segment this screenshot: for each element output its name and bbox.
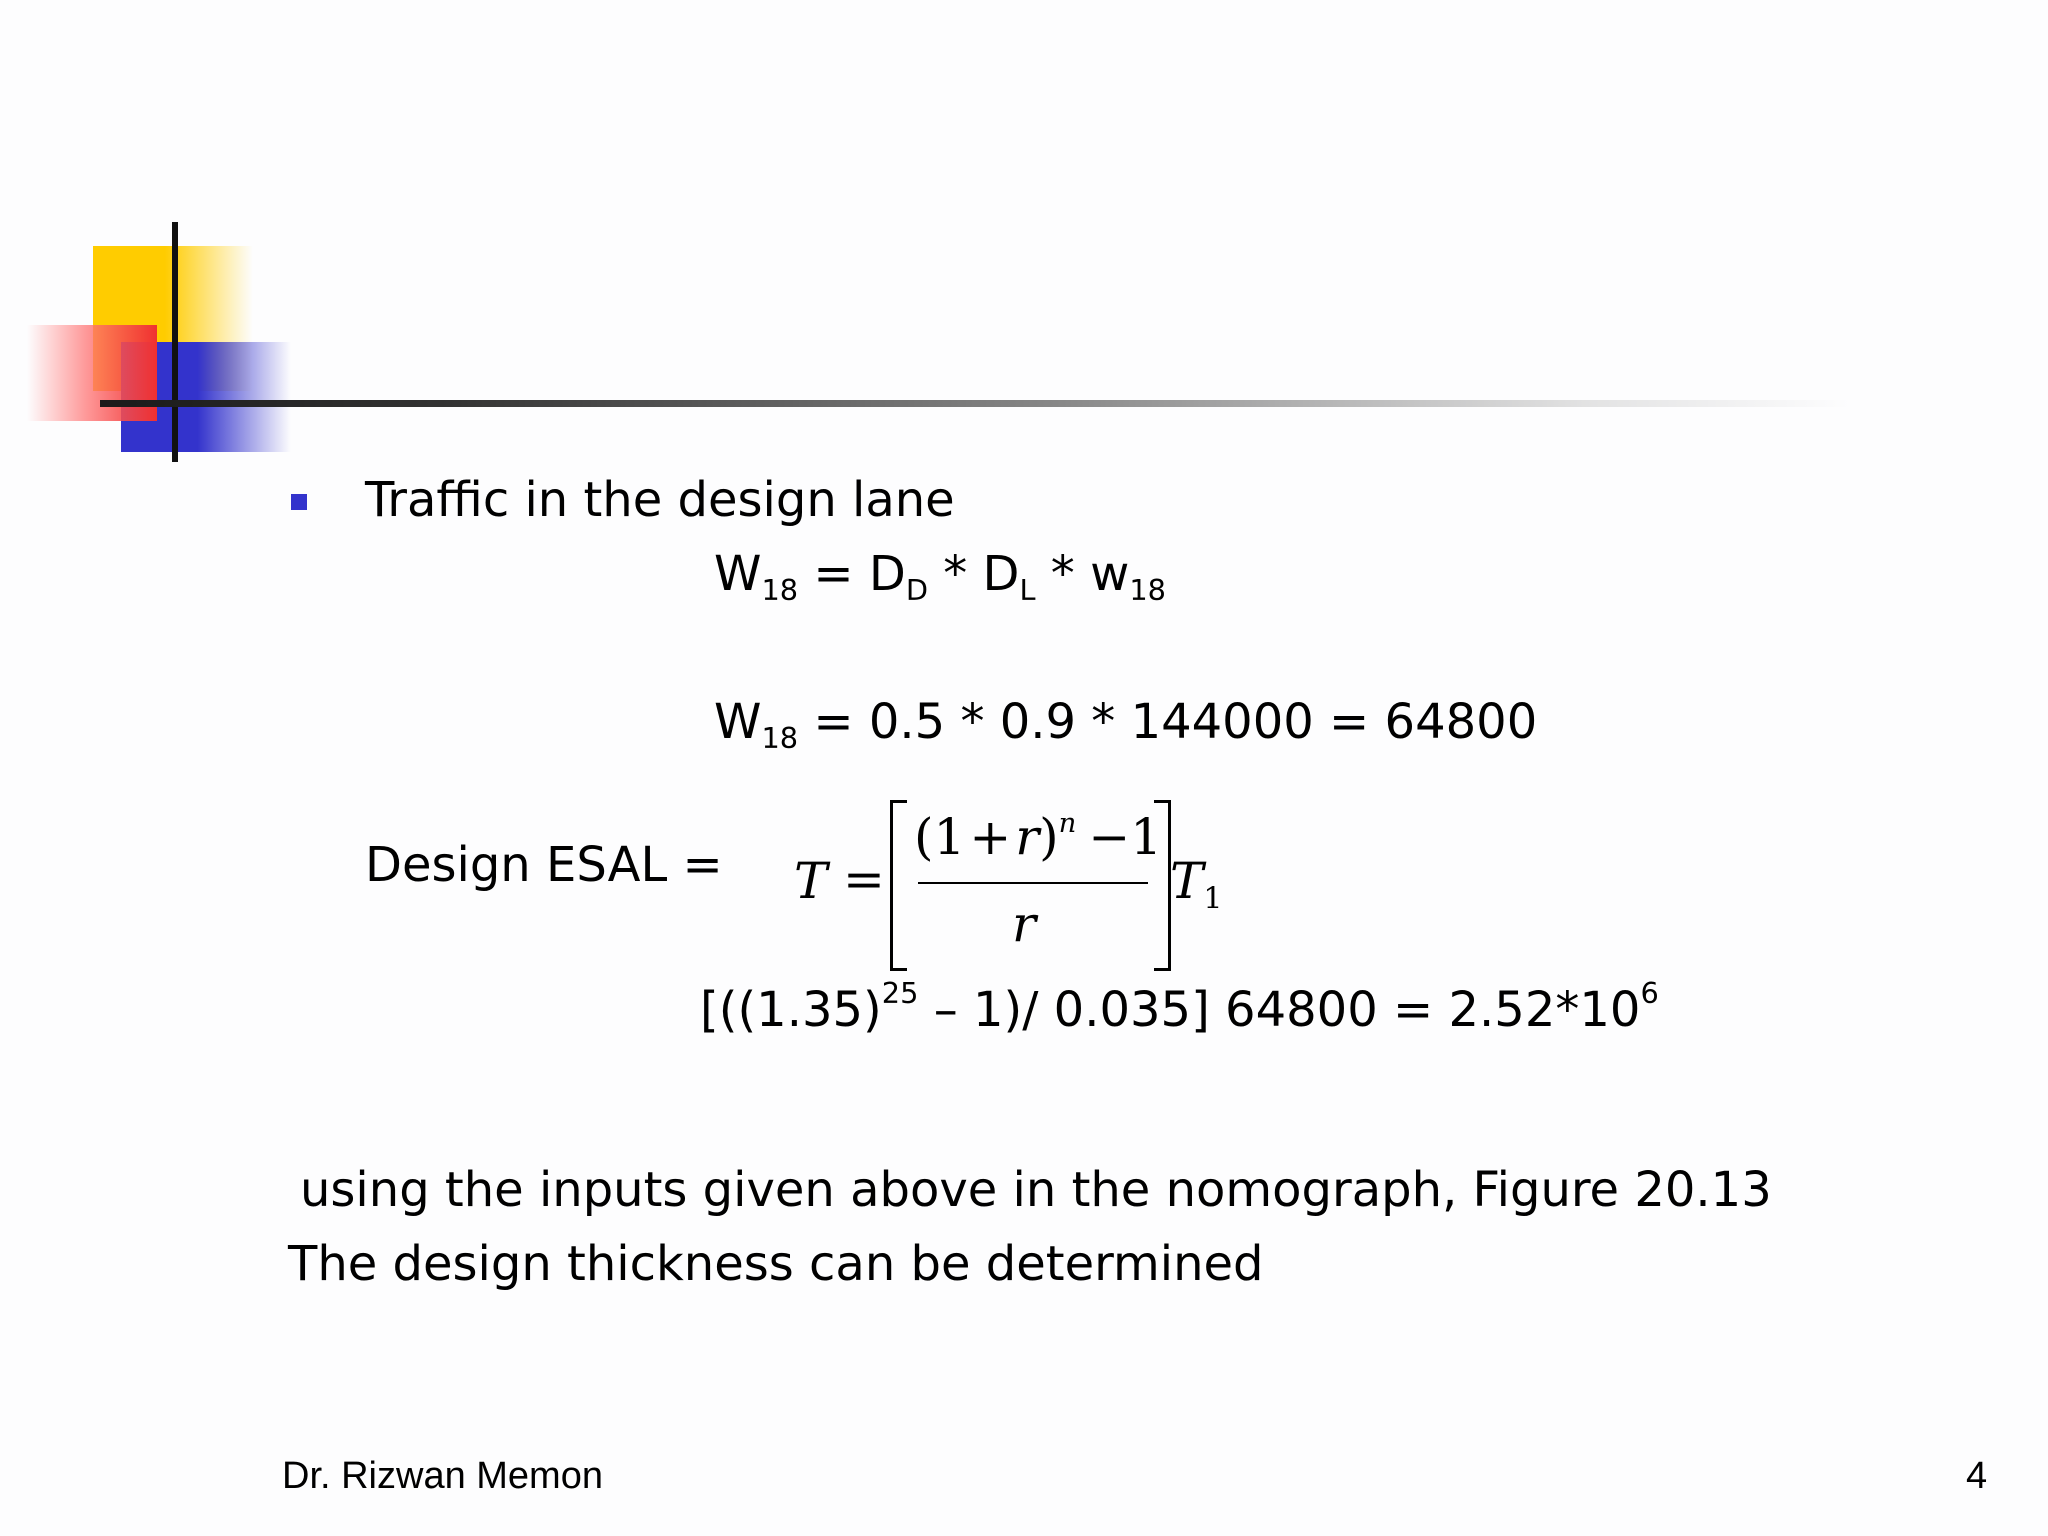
bullet-icon <box>291 494 307 510</box>
formula-fraction-bar <box>918 882 1148 884</box>
conclusion-line-1: using the inputs given above in the nomograph, Figure 20.13 <box>300 1162 1772 1218</box>
formula-left-bracket <box>890 800 907 971</box>
formula-T1: $T_1$ <box>1170 852 1223 917</box>
formula-right-bracket <box>1154 800 1171 971</box>
bullet-heading: Traffic in the design lane <box>365 472 955 528</box>
formula-denominator: r <box>1012 895 1036 953</box>
decor-vertical-line <box>172 222 178 462</box>
title-rule <box>100 400 1850 407</box>
formula-equals: = <box>843 850 885 908</box>
footer-author: Dr. Rizwan Memon <box>282 1455 603 1497</box>
conclusion-line-2: The design thickness can be determined <box>288 1236 1264 1292</box>
equation-w18-value: $W_{18} = 0.5 * 0.9 * 144000 = 64800$ <box>714 694 1538 756</box>
formula-T: T <box>794 852 828 910</box>
formula-numerator: $(1+r)^n -1$ <box>914 807 1163 866</box>
design-esal-label: Design ESAL = <box>365 837 723 893</box>
esal-calculation: [$((1.35)^{25} - 1)/$ 0.035] $64800 = 2.52*10^6$ <box>700 975 1659 1038</box>
page-number: 4 <box>1966 1455 1988 1497</box>
equation-w18-definition: $W_{18} = D_D * D_L * w_{18}$ <box>714 546 1166 608</box>
